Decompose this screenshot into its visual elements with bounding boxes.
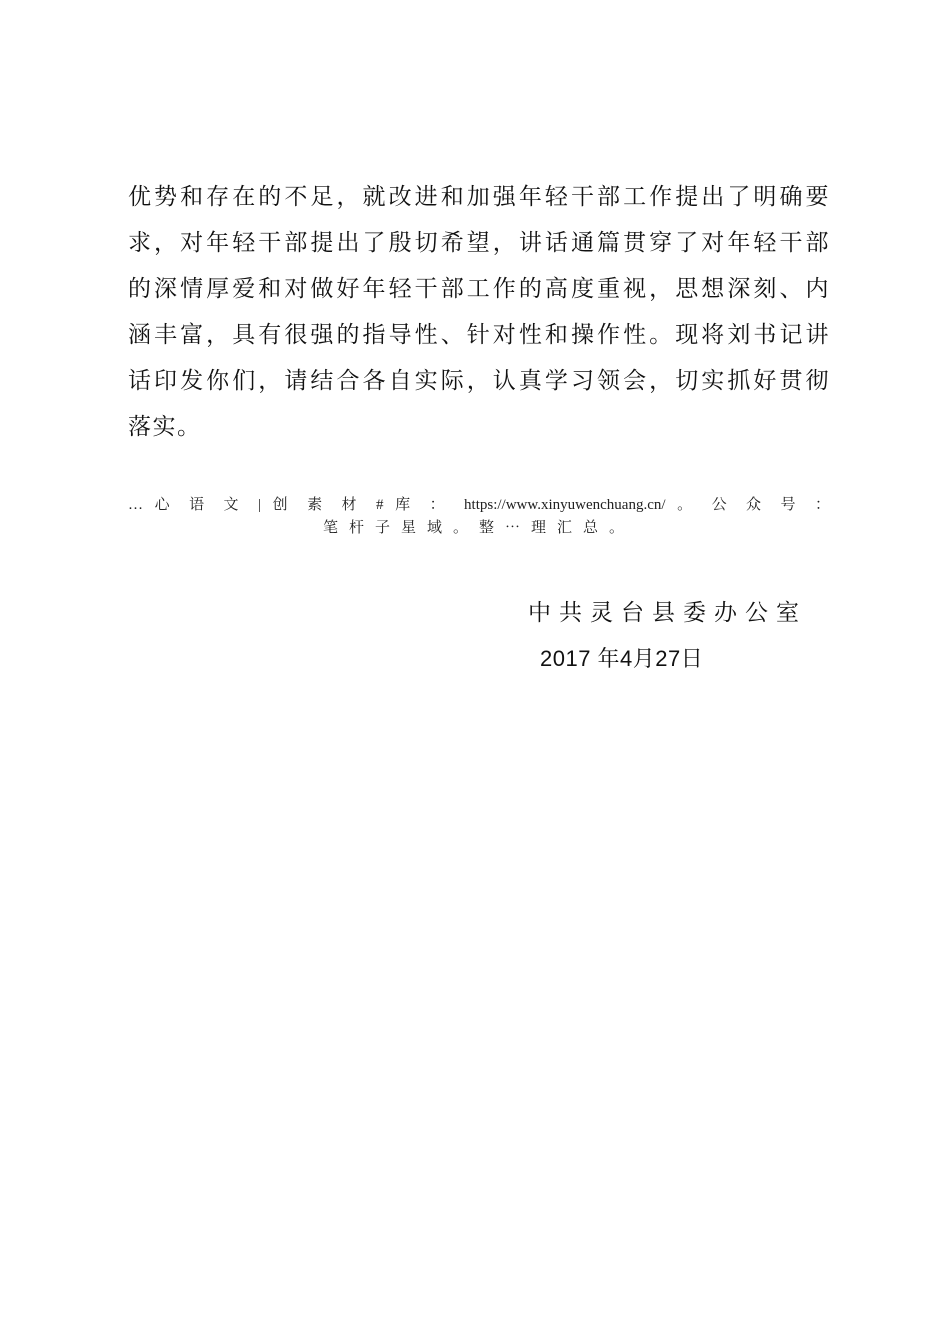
- signature-date: 2017 年4月27日: [540, 646, 704, 671]
- watermark-line-account: 笔杆子星域。整⋯理汇总。: [322, 520, 635, 536]
- signature-organization: 中共灵台县委办公室: [528, 600, 807, 626]
- paragraph-line: 优势和存在的不足，就改进和加强年轻干部工作提出了明确要: [128, 184, 830, 210]
- watermark-line-source: … 心 语 文 | 创 素 材 # 库 ： https://www.xinyuwenchuang.cn/ 。 公 众 号 ：: [128, 497, 830, 513]
- paragraph-line: 话印发你们，请结合各自实际，认真学习领会，切实抓好贯彻: [128, 368, 830, 394]
- paragraph-line: 涵丰富，具有很强的指导性、针对性和操作性。现将刘书记讲: [128, 322, 830, 348]
- paragraph-line: 落实。: [128, 414, 202, 440]
- paragraph-line: 求，对年轻干部提出了殷切希望，讲话通篇贯穿了对年轻干部: [128, 230, 830, 256]
- paragraph-line: 的深情厚爱和对做好年轻干部工作的高度重视，思想深刻、内: [128, 276, 830, 302]
- body-paragraph: [128, 174, 830, 450]
- watermark-notice: [128, 494, 830, 540]
